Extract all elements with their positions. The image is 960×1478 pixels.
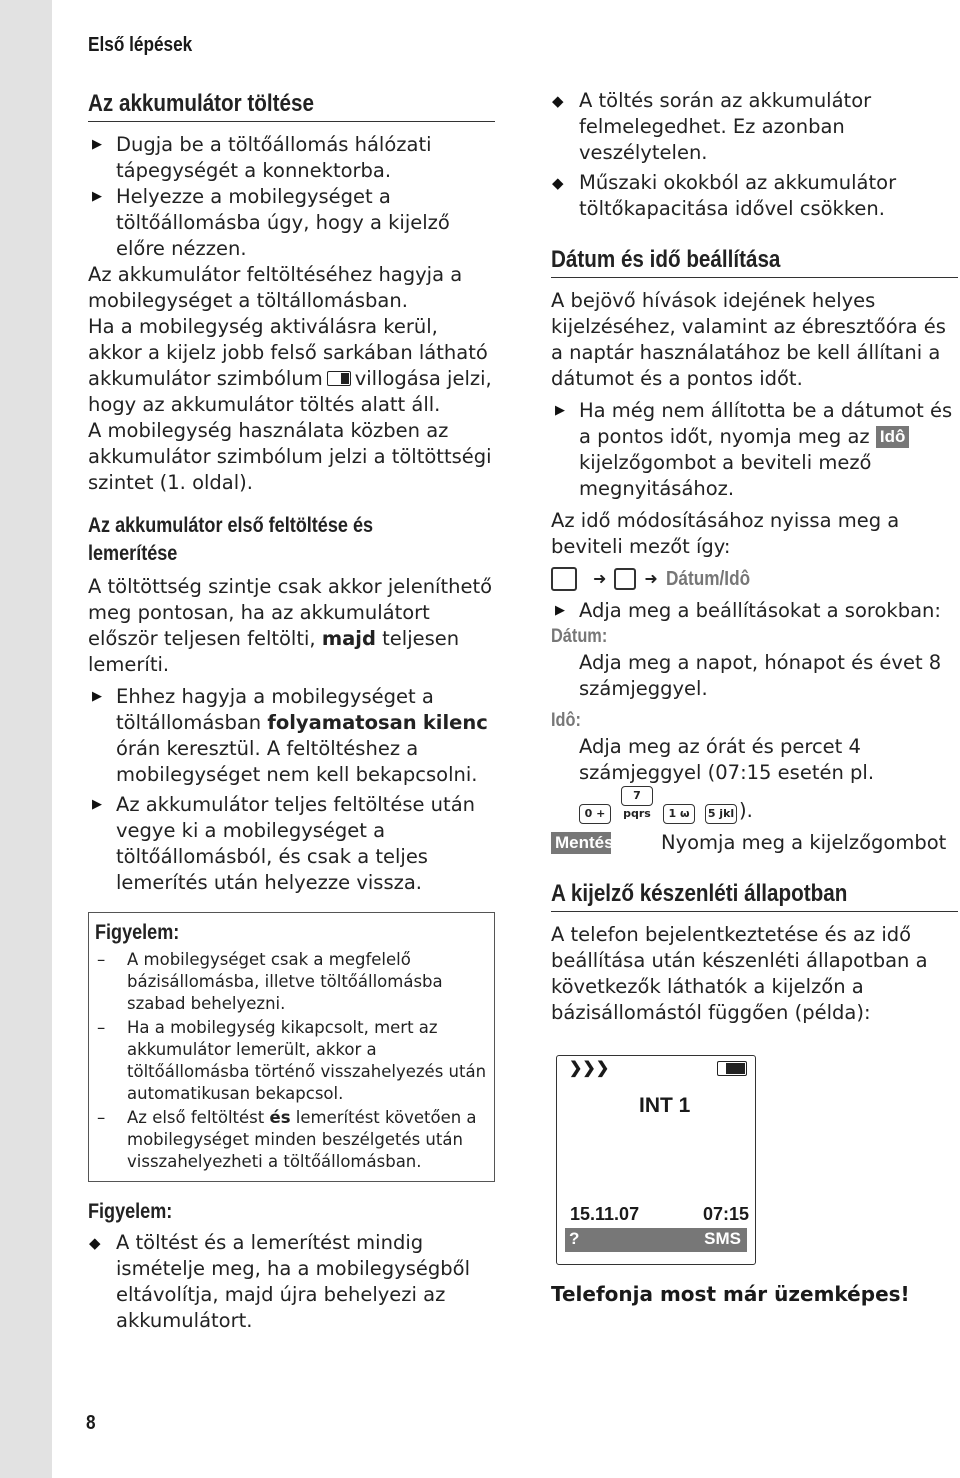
page-number: 8 <box>86 1412 96 1434</box>
first-charge-heading: Az akkumulátor első feltöltése és lemerítése <box>88 514 374 565</box>
charging-steps <box>88 132 495 262</box>
date-label: Dátum: <box>551 626 608 647</box>
section-header: Első lépések <box>88 34 193 56</box>
ready-message: Telefonja most már üzemképes! <box>551 1282 910 1306</box>
first-charge-steps <box>88 684 495 896</box>
note-title: Figyelem: <box>88 1200 173 1223</box>
save-softkey: Mentés <box>551 832 611 854</box>
key-sequence: 0 +7 pqrs 1 ω 5 jkl ). <box>551 786 958 824</box>
handset-name: INT 1 <box>639 1094 691 1117</box>
date-instruction: Adja meg a napot, hónapot és évet 8 számjeggyel. <box>579 651 942 700</box>
datetime-intro: A bejövő hívások idejének helyes kijelzéséhez, valamint az ébresztőóra és a naptár használatához be kell állítani a dátumot és a pontos időt. <box>551 289 946 390</box>
time-softkey: Idô <box>876 426 910 448</box>
list-item: ◆ A töltés során az akkumulátor felmelegedhet. Ez azonban veszélytelen. <box>551 88 958 166</box>
arrow-icon: ➜ <box>593 569 607 588</box>
list-item: ▶ Ehhez hagyja a mobilegységet a töltállomásban folyamatosan kilenc órán keresztül. A feltöltéshez a mobilegységet nem kell bekapcsolni. <box>88 684 495 788</box>
display-time: 07:15 <box>702 1204 749 1224</box>
menu-path-label: Dátum/Idô <box>665 568 750 590</box>
right-column <box>551 88 958 1026</box>
save-row <box>551 830 958 856</box>
time-instruction: Adja meg az órát és percet 4 számjeggyel (07:15 esetén pl. <box>579 735 875 784</box>
list-item: – Ha a mobilegység kikapcsolt, mert az akkumulátor lemerült, akkor a töltőállomásba történő visszahelyezés után automatikusan bekapcsol. <box>95 1017 488 1105</box>
softkey-bar <box>565 1228 747 1252</box>
list-item: – Az első feltöltést és lemerítést követően a mobilegységet minden beszélgetés után visszahelyezheti a töltőállomásban. <box>95 1107 488 1173</box>
list-item: – A mobilegységet csak a megfelelő bázisállomásba, illetve töltőállomásba szabad behelyezni. <box>95 949 488 1015</box>
note-box <box>88 912 495 1182</box>
list-item: ▶ Dugja be a töltőállomás hálózati tápegységét a konnektorba. <box>88 132 495 184</box>
battery-icon <box>327 371 351 386</box>
standby-text: A telefon bejelentkeztetése és az idő beállítása után készenléti állapotban a következők láthatók a kijelzőn a bázisállomástól függően (példa): <box>551 923 928 1024</box>
menu-icon <box>551 567 577 591</box>
save-instruction: Nyomja meg a kijelzőgombot <box>661 831 947 854</box>
charging-para-3: A mobilegység használata közben az akkumulátor szimbólum jelzi a töltöttségi szintet (1. oldal). <box>88 419 492 494</box>
datetime-para: Az idő módosításához nyissa meg a beviteli mezőt így: <box>551 509 900 558</box>
list-item: ▶ Az akkumulátor teljes feltöltése után vegye ki a mobilegységet a töltőállomásból, és csak a teljes lemerítés után helyezze vissza. <box>88 792 495 896</box>
list-item: ▶ Adja meg a beállításokat a sorokban: <box>551 598 958 624</box>
list-item: ▶ Ha még nem állította be a dátumot és a pontos időt, nyomja meg az Idô kijelzőgombot a beviteli mező megnyitásához. <box>551 398 958 502</box>
key-1-icon: 1 ω <box>663 804 695 824</box>
sms-softkey: SMS <box>704 1229 741 1248</box>
time-label: Idô: <box>551 710 581 731</box>
charging-notes <box>551 88 958 222</box>
handset-display <box>556 1055 756 1265</box>
display-date: 15.11.07 <box>570 1204 640 1224</box>
note-title: Figyelem: <box>95 921 180 944</box>
datetime-heading: Dátum és idő beállítása <box>551 244 958 278</box>
battery-icon <box>717 1061 747 1076</box>
key-0-icon: 0 + <box>579 804 611 824</box>
signal-icon: ❯❯❯ <box>569 1060 610 1077</box>
key-5-icon: 5 jkl <box>705 804 737 824</box>
charging-heading: Az akkumulátor töltése <box>88 88 495 122</box>
first-charge-intro: A töltöttség szintje csak akkor jeleníthető meg pontosan, ha az akkumulátort először teljesen feltölti, majd teljesen lemeríti. <box>88 575 493 676</box>
charging-para-1: Az akkumulátor feltöltéséhez hagyja a mobilegységet a töltállomásban. <box>88 263 463 312</box>
charging-para-2: Ha a mobilegység aktiválásra kerül, akkor a kijelz jobb felső sarkában látható akkumulátor szimbólum villogása jelzi, hogy az akkumulátor töltés alatt áll. <box>88 315 492 416</box>
standby-heading: A kijelző készenléti állapotban <box>551 878 958 912</box>
list-item: ◆ A töltést és a lemerítést mindig ismételje meg, ha a mobilegységből eltávolítja, majd újra behelyezi az akkumulátort. <box>88 1230 495 1334</box>
key-7-icon: 7 pqrs <box>621 786 653 806</box>
list-item: ◆ Műszaki okokból az akkumulátor töltőkapacitása idővel csökken. <box>551 170 958 222</box>
page-margin-strip <box>0 0 52 1478</box>
arrow-icon: ➜ <box>644 569 658 588</box>
menu-path-row <box>551 566 958 592</box>
list-item: ▶ Helyezze a mobilegységet a töltőállomásba úgy, hogy a kijelző előre nézzen. <box>88 184 495 262</box>
left-softkey: ? <box>569 1229 580 1248</box>
left-column <box>88 88 495 1334</box>
settings-icon <box>614 568 636 590</box>
